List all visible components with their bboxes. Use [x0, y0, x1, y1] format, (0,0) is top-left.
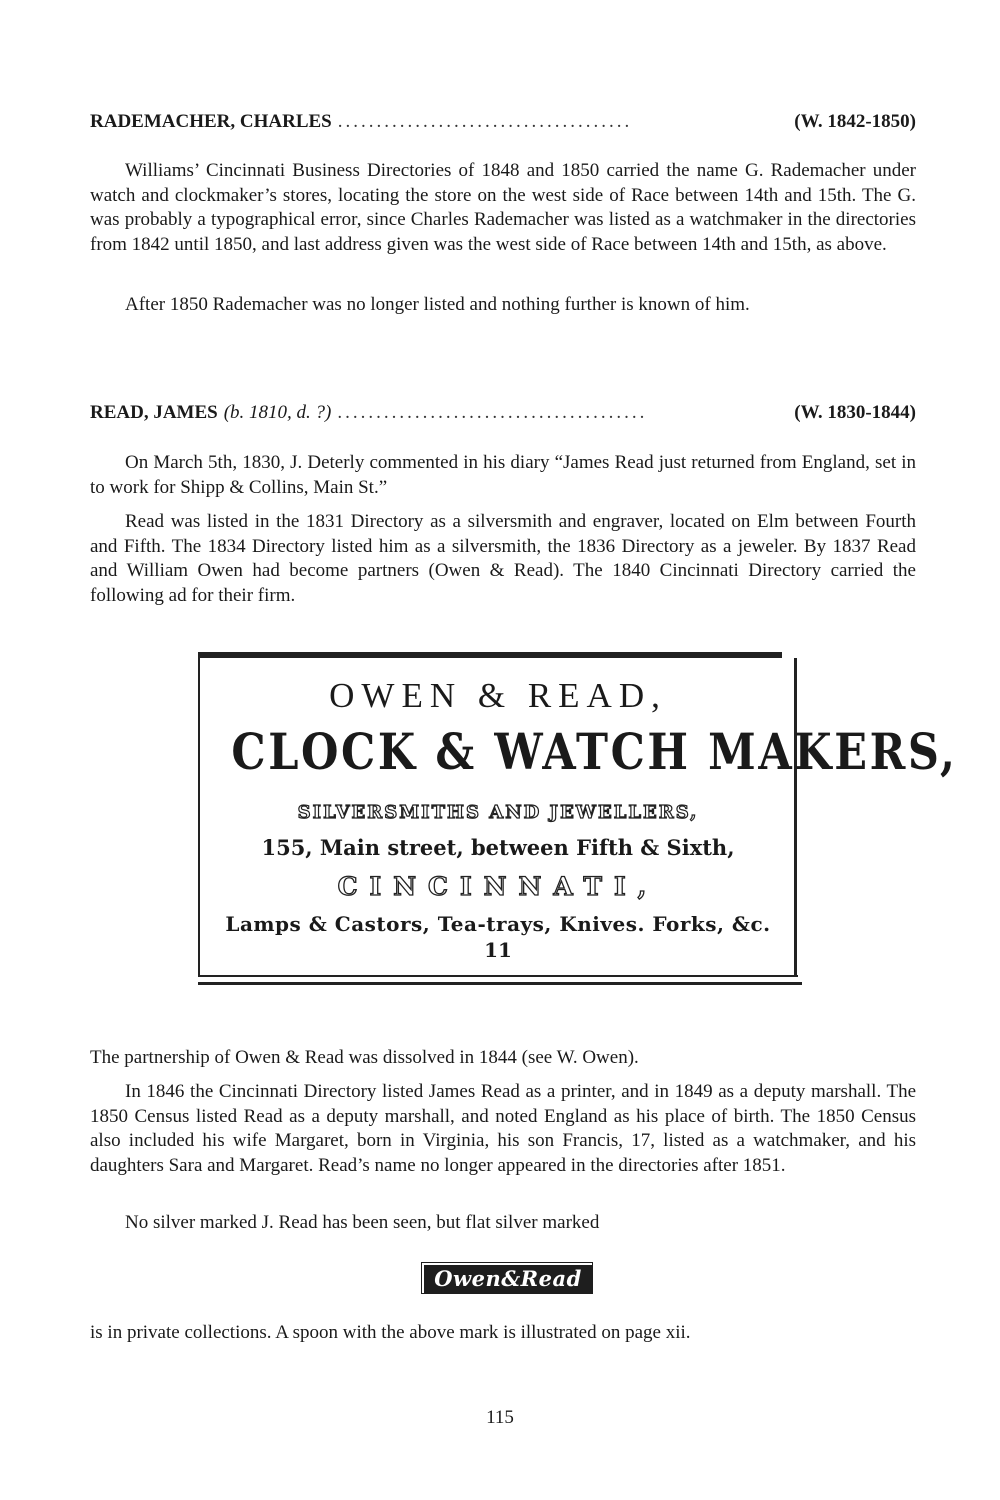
ad-firm-name: OWEN & READ, [329, 676, 667, 715]
paragraph: Read was listed in the 1831 Directory as a silversmith and engraver, located on Elm between Fourth and Fifth. The 1834 Directory listed him as a silversmith, the 1836 Directory as a jeweler. By 1837 Read and William Owen had become partners (Owen & Read). The 1840 Cincinnati Directory carried the following ad for their firm. [90, 511, 916, 606]
entry-years: (W. 1842-1850) [794, 111, 916, 132]
entry-name: RADEMACHER, CHARLES [90, 111, 332, 132]
ad-number: 11 [484, 938, 512, 962]
entry-name: READ, JAMES [90, 402, 218, 423]
dot-leader: ...................................... [337, 111, 633, 132]
ad-address: 155, Main street, between Fifth & Sixth, [261, 835, 735, 860]
entry-heading-read [90, 402, 916, 424]
ad-city: CINCINNATI, [337, 872, 659, 901]
paragraph: Williams’ Cincinnati Business Directories of 1848 and 1850 carried the name G. Rademacher under watch and clockmaker’s stores, locating the store on the west side of Race between 14th and 15th. The G. was probably a typographical error, since Charles Rademacher was listed as a watchmaker in the directories from 1842 until 1850, and last address given was the west side of Race between 14th and 15th, as above. [90, 160, 916, 255]
owen-read-advertisement [198, 652, 958, 988]
entry-heading-rademacher [90, 111, 916, 133]
entry-years: (W. 1830-1844) [794, 402, 916, 423]
paragraph: The partnership of Owen & Read was dissolved in 1844 (see W. Owen). [90, 1047, 639, 1068]
ad-goods: Lamps & Castors, Tea-trays, Knives. Forks, &c. [225, 912, 771, 936]
paragraph: On March 5th, 1830, J. Deterly commented in his diary “James Read just returned from England, set in to work for Shipp & Collins, Main St.” [90, 452, 916, 498]
ad-rule-bottom [198, 982, 802, 985]
makers-mark: Owen&Read [424, 1265, 592, 1293]
dot-leader: ........................................ [337, 402, 648, 423]
paragraph: is in private collections. A spoon with the above mark is illustrated on page xii. [90, 1322, 691, 1343]
ad-rule-bottom [198, 975, 798, 977]
entry-lifespan: (b. 1810, d. ?) [223, 402, 332, 423]
paragraph: After 1850 Rademacher was no longer listed and nothing further is known of him. [125, 294, 750, 315]
page-number: 115 [486, 1407, 514, 1428]
paragraph: No silver marked J. Read has been seen, but flat silver marked [125, 1212, 600, 1233]
paragraph: In 1846 the Cincinnati Directory listed James Read as a printer, and in 1849 as a deputy marshall. The 1850 Census listed Read as a deputy marshall, and noted England as his place of birth. The 1850 Census also included his wife Margaret, born in Virginia, his son Francis, 17, listed as a watchmaker, and his daughters Sara and Margaret. Read’s name no longer appeared in the directories after 1851. [90, 1081, 916, 1176]
ad-trade: SILVERSMITHS AND JEWELLERS, [297, 802, 699, 823]
ad-headline: CLOCK & WATCH MAKERS, [231, 722, 958, 781]
